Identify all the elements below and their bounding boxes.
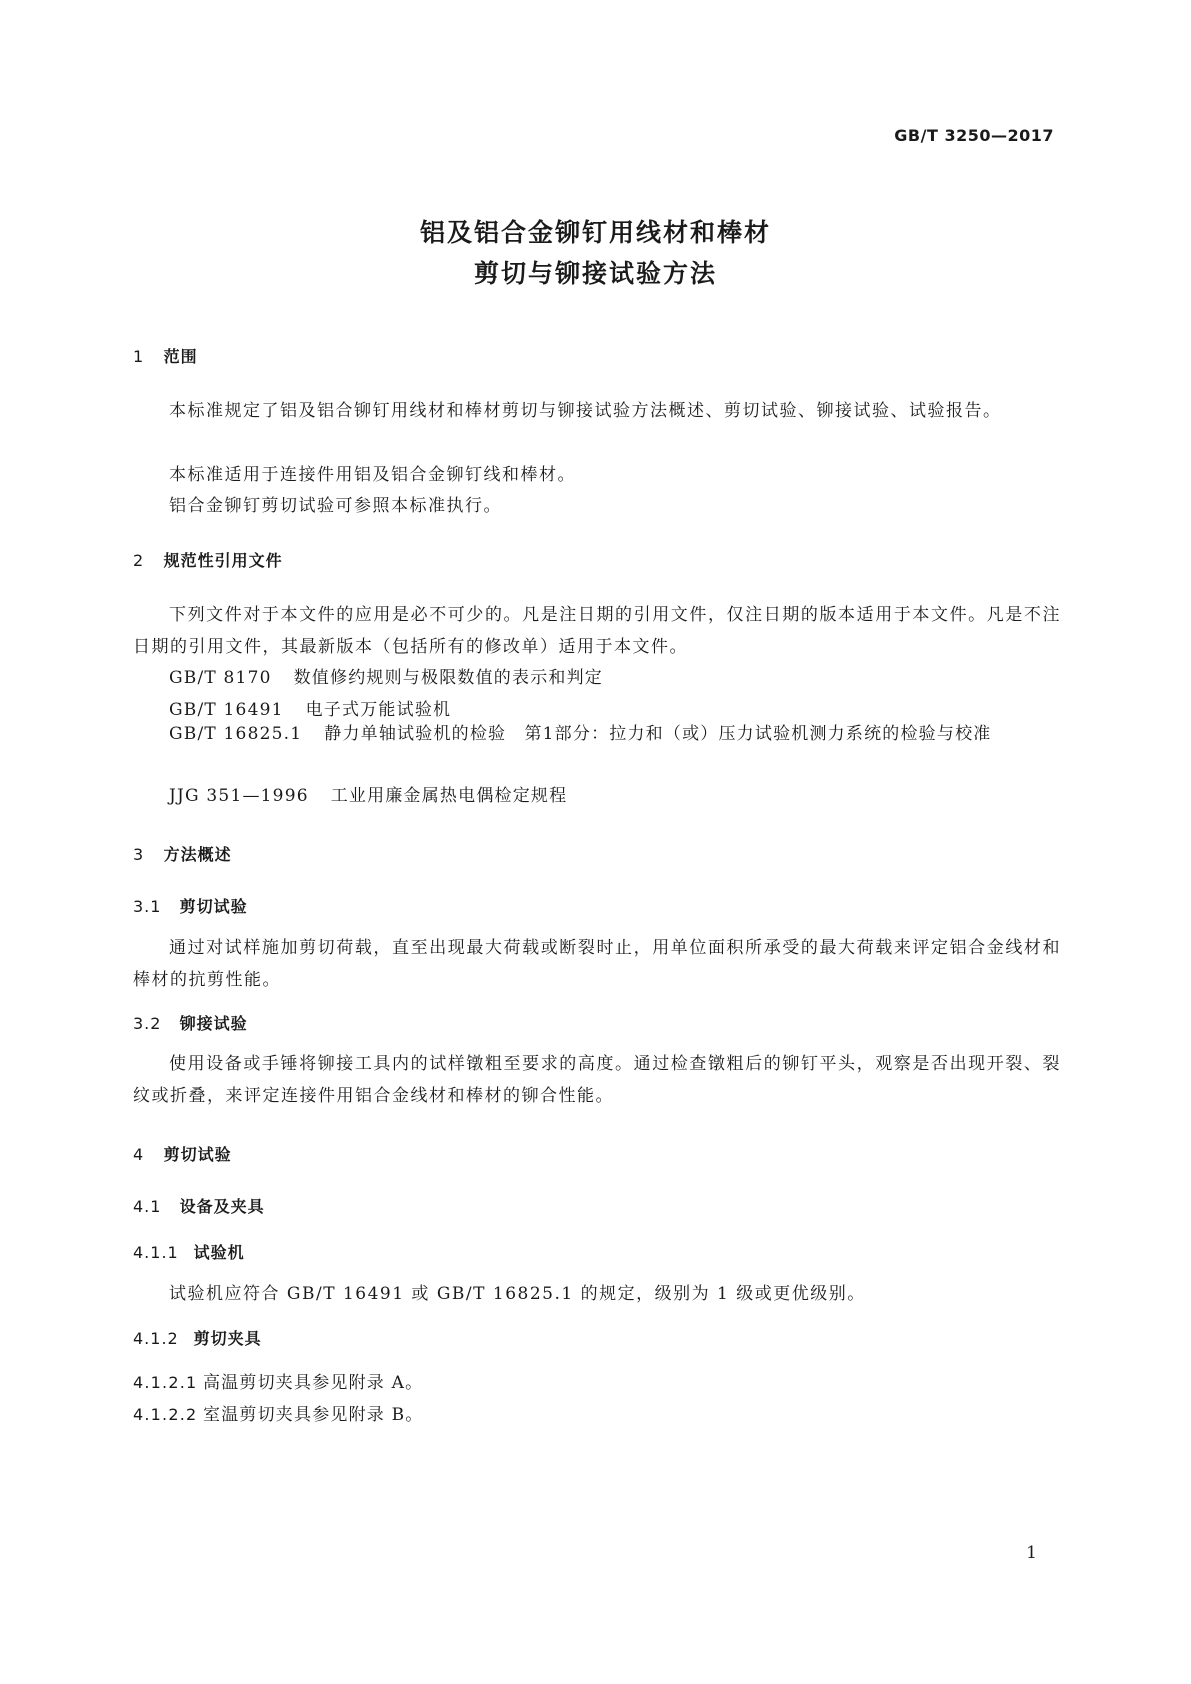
clause-4-1-2-2 [133, 1399, 424, 1431]
section-title: 设备及夹具 [179, 1197, 265, 1216]
standard-number: GB/T 3250—2017 [894, 126, 1054, 145]
paragraph: 试验机应符合 GB/T 16491 或 GB/T 16825.1 的规定，级别为 1 级或更优级别。 [169, 1284, 866, 1304]
section-number: 1 [133, 347, 145, 366]
subsection-3-1-heading [133, 894, 248, 917]
reference-title: 电子式万能试验机 [305, 700, 452, 720]
section-number: 3.2 [133, 1014, 162, 1033]
paragraph: 使用设备或手锤将铆接工具内的试样镦粗至要求的高度。通过检查镦粗后的铆钉平头，观察是否出现开裂、裂纹或折叠，来评定连接件用铝合金线材和棒材的铆合性能。 [133, 1054, 1061, 1106]
document-title-line2: 剪切与铆接试验方法 [473, 259, 717, 288]
section-title: 剪切试验 [179, 897, 248, 916]
document-title-line1: 铝及铝合金铆钉用线材和棒材 [419, 218, 771, 247]
section-number: 4.1.2 [133, 1329, 179, 1348]
reference-title: 静力单轴试验机的检验 第1部分：拉力和（或）压力试验机测力系统的检验与校准 [324, 724, 992, 744]
reference-code: GB/T 8170 [169, 668, 272, 688]
section-number: 3 [133, 845, 145, 864]
reference-code: GB/T 16825.1 [169, 724, 303, 744]
paragraph: 本标准适用于连接件用铝及铝合金铆钉线和棒材。 [169, 465, 576, 485]
section-3-heading [133, 842, 232, 865]
reference-item [169, 780, 567, 812]
reference-code: JJG 351—1996 [169, 786, 309, 806]
paragraph: 下列文件对于本文件的应用是必不可少的。凡是注日期的引用文件，仅注日期的版本适用于本文件。凡是不注日期的引用文件，其最新版本（包括所有的修改单）适用于本文件。 [133, 605, 1061, 657]
section-number: 4.1.1 [133, 1243, 179, 1262]
subsection-4-1-2-heading [133, 1326, 262, 1349]
section-number: 4.1 [133, 1197, 162, 1216]
page-number: 1 [1026, 1543, 1037, 1563]
section-title: 范围 [163, 347, 198, 366]
reference-item [169, 662, 603, 694]
reference-item [133, 718, 1061, 750]
subsection-4-1-heading [133, 1194, 265, 1217]
clause-text: 室温剪切夹具参见附录 B。 [203, 1405, 424, 1425]
clause-4-1-2-1 [133, 1367, 423, 1399]
section-title: 方法概述 [163, 845, 232, 864]
section-number: 3.1 [133, 897, 162, 916]
clause-number: 4.1.2.1 [133, 1373, 198, 1392]
section-2-heading [133, 548, 283, 571]
section-title: 试验机 [193, 1243, 245, 1262]
section-title: 规范性引用文件 [163, 551, 283, 570]
clause-number: 4.1.2.2 [133, 1405, 198, 1424]
subsection-4-1-1-heading [133, 1240, 245, 1263]
paragraph: 本标准规定了铝及铝合铆钉用线材和棒材剪切与铆接试验方法概述、剪切试验、铆接试验、试验报告。 [169, 401, 1002, 421]
section-title: 铆接试验 [179, 1014, 248, 1033]
reference-code: GB/T 16491 [169, 700, 284, 720]
reference-title: 工业用廉金属热电偶检定规程 [330, 786, 568, 806]
section-title: 剪切夹具 [193, 1329, 262, 1348]
clause-text: 高温剪切夹具参见附录 A。 [203, 1373, 424, 1393]
section-1-heading [133, 344, 198, 367]
section-number: 2 [133, 551, 145, 570]
reference-title: 数值修约规则与极限数值的表示和判定 [293, 668, 604, 688]
section-number: 4 [133, 1145, 145, 1164]
section-title: 剪切试验 [163, 1145, 232, 1164]
subsection-3-2-heading [133, 1011, 248, 1034]
paragraph: 通过对试样施加剪切荷载，直至出现最大荷载或断裂时止，用单位面积所承受的最大荷载来评定铝合金线材和棒材的抗剪性能。 [133, 938, 1061, 990]
paragraph: 铝合金铆钉剪切试验可参照本标准执行。 [169, 496, 502, 516]
section-4-heading [133, 1142, 232, 1165]
